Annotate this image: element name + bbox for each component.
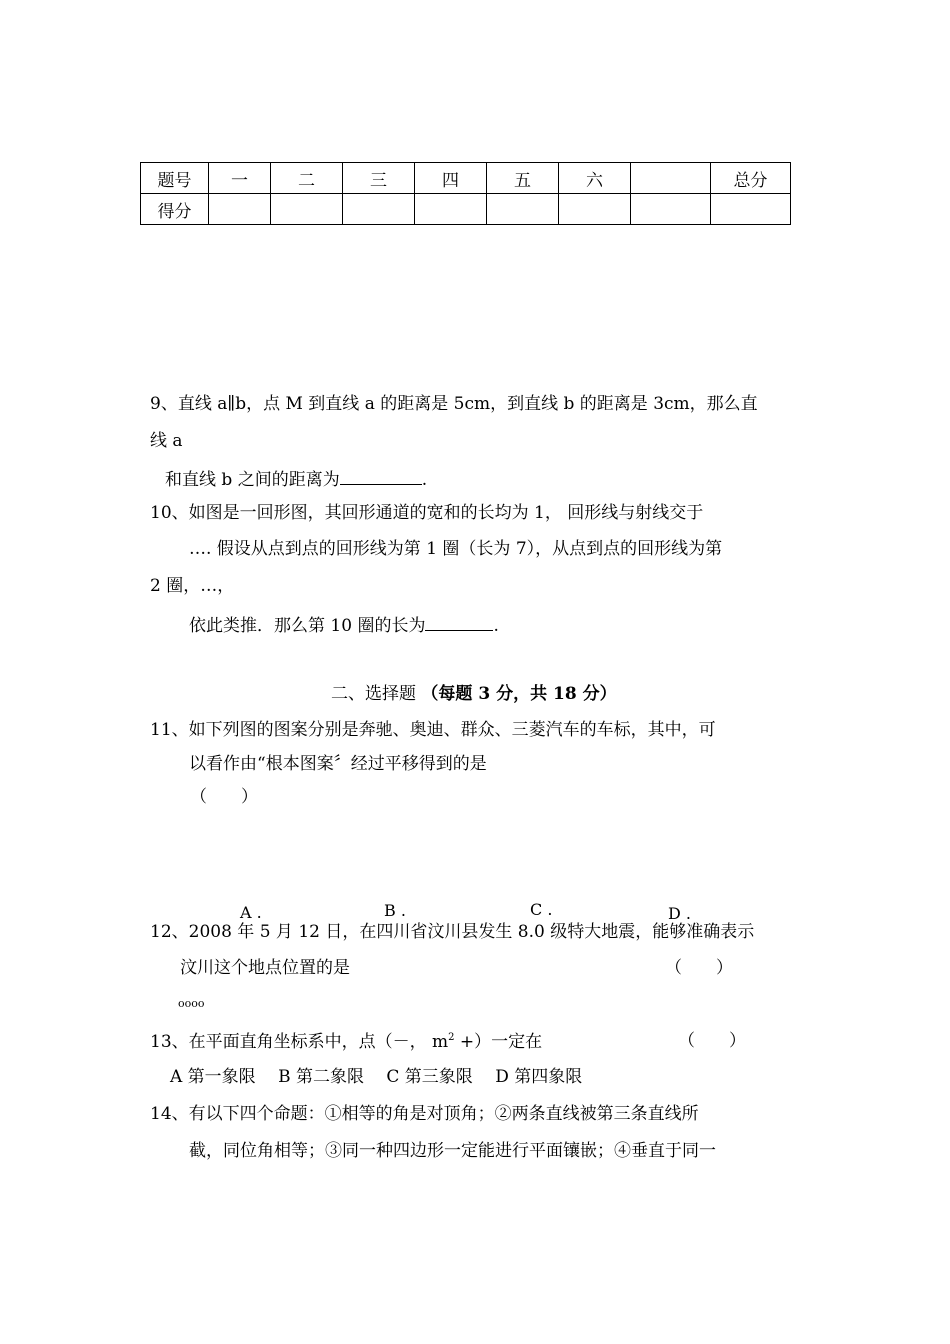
score-table-header-cell: 一	[209, 163, 271, 194]
score-table-header-row	[141, 163, 791, 194]
q9-line3-text: 和直线 b 之间的距离为	[165, 470, 340, 490]
q14-line1: 14、有以下四个命题：①相等的角是对顶角；②两条直线被第三条直线所	[150, 1104, 699, 1124]
q10-answer-blank[interactable]	[425, 615, 493, 631]
q11-option-c: C .	[530, 900, 553, 919]
q10-end: .	[493, 616, 499, 636]
score-table-header-cell: 三	[343, 163, 415, 194]
q13-line1-b: +）一定在	[454, 1032, 543, 1052]
q11-option-a: A .	[240, 903, 262, 922]
q14-line2: 截，同位角相等；③同一种四边形一定能进行平面镶嵌；④垂直于同一	[189, 1141, 716, 1161]
q12-line1: 12、2008 年 5 月 12 日，在四川省汶川县发生 8.0 级特大地震，能够准确表示	[150, 922, 755, 942]
q11-line1: 11、如下列图的图案分别是奔驰、奥迪、群众、三菱汽车的车标，其中，可	[150, 720, 716, 740]
q13-options: A 第一象限 B 第二象限 C 第三象限 D 第四象限	[170, 1067, 583, 1087]
q10-line4	[189, 615, 499, 635]
q9-answer-blank[interactable]	[340, 469, 422, 485]
score-cell[interactable]	[271, 194, 343, 225]
q12-line2: 汶川这个地点位置的是	[180, 958, 350, 978]
q13-answer-paren: （ ）	[678, 1031, 746, 1051]
score-table-header-cell: 题号	[141, 163, 209, 194]
score-row-label: 得分	[141, 194, 209, 225]
q9-line3	[165, 469, 427, 489]
q10-line4-text: 依此类推．那么第 10 圈的长为	[189, 616, 426, 636]
q10-line1: 10、如图是一回形图，其回形通道的宽和的长均为 1， 回形线与射线交于	[150, 503, 704, 523]
score-cell[interactable]	[209, 194, 271, 225]
q9-end: .	[421, 470, 428, 490]
q10-line2: …. 假设从点到点的回形线为第 1 圈（长为 7），从点到点的回形线为第	[189, 539, 723, 559]
q13-line1	[150, 1033, 542, 1051]
q10-line3: 2 圈，…，	[150, 576, 235, 596]
section2-title: 二、选择题	[331, 684, 416, 704]
score-table-header-cell: 二	[271, 163, 343, 194]
q11-option-d: D .	[668, 904, 691, 923]
score-table-score-row	[141, 194, 791, 225]
score-table-header-cell	[631, 163, 711, 194]
score-table	[140, 162, 791, 225]
score-table-header-cell: 五	[487, 163, 559, 194]
q12-marks: oooo	[178, 997, 205, 1010]
score-table-header-cell: 四	[415, 163, 487, 194]
q13-superscript: 2	[448, 1032, 455, 1043]
score-cell[interactable]	[559, 194, 631, 225]
score-cell[interactable]	[415, 194, 487, 225]
q9-line2: 线 a	[150, 431, 183, 451]
section2-heading	[331, 686, 617, 703]
score-cell[interactable]	[711, 194, 791, 225]
q11-line2: 以看作由“根本图案〞经过平移得到的是	[189, 754, 487, 774]
q13-line1-a: 13、在平面直角坐标系中，点（－， m	[150, 1032, 449, 1052]
q12-answer-paren: （ ）	[665, 958, 733, 978]
section2-note: （每题 3 分，共 18 分）	[421, 684, 617, 704]
q9-line1: 9、直线 a∥b，点 M 到直线 a 的距离是 5cm，到直线 b 的距离是 3cm，那么直	[150, 394, 758, 414]
q11-answer-paren: （ ）	[190, 787, 258, 807]
q11-option-b: B .	[384, 901, 406, 920]
score-cell[interactable]	[487, 194, 559, 225]
score-cell[interactable]	[631, 194, 711, 225]
score-table-header-cell: 六	[559, 163, 631, 194]
score-table-header-cell: 总分	[711, 163, 791, 194]
score-cell[interactable]	[343, 194, 415, 225]
